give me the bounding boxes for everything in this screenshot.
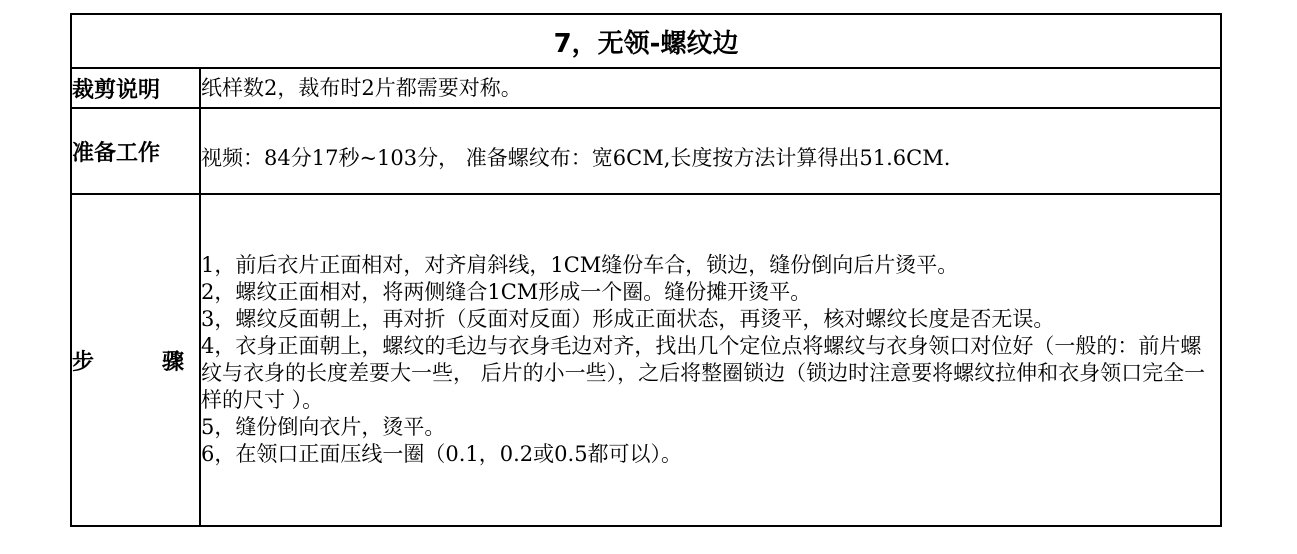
step-item: 1，前后衣片正面相对，对齐肩斜线，1CM缝份车合，锁边，缝份倒向后片烫平。 (201, 253, 959, 277)
steps-cell (200, 194, 1221, 526)
steps-row (71, 194, 1221, 526)
prep-cell (200, 108, 1221, 194)
prep-label: 准备工作 (71, 108, 200, 194)
steps-label-left: 步 (72, 349, 95, 375)
steps-list (201, 252, 1220, 468)
cut-text: 纸样数2，裁布时2片都需要对称。 (200, 68, 1221, 108)
step-item: 3，螺纹反面朝上，再对折（反面对反面）形成正面状态，再烫平，核对螺纹长度是否无误。 (201, 307, 1055, 331)
prep-text: 视频：84分17秒~103分， 准备螺纹布：宽6CM,长度按方法计算得出51.6CM. (201, 145, 951, 170)
cut-row (71, 68, 1221, 108)
steps-label-right: 骤 (161, 349, 184, 375)
cut-label: 裁剪说明 (71, 68, 200, 108)
title-row (71, 14, 1221, 68)
step-item: 2，螺纹正面相对，将两侧缝合1CM形成一个圈。缝份摊开烫平。 (201, 280, 812, 304)
steps-label (71, 194, 200, 526)
instruction-table (70, 13, 1222, 527)
step-item: 4，衣身正面朝上，螺纹的毛边与衣身毛边对齐，找出几个定位点将螺纹与衣身领口对位好（一般的：前片螺纹与衣身的长度差要大一些， 后片的小一些），之后将整圈锁边（锁边时注意要将螺纹拉伸和衣身领口完全一样的尺寸 ）。 (201, 334, 1206, 412)
section-title: 7，无领-螺纹边 (71, 14, 1221, 68)
step-item: 5，缝份倒向衣片，烫平。 (201, 415, 446, 439)
step-item: 6，在领口正面压线一圈（0.1，0.2或0.5都可以）。 (201, 442, 683, 466)
prep-row (71, 108, 1221, 194)
